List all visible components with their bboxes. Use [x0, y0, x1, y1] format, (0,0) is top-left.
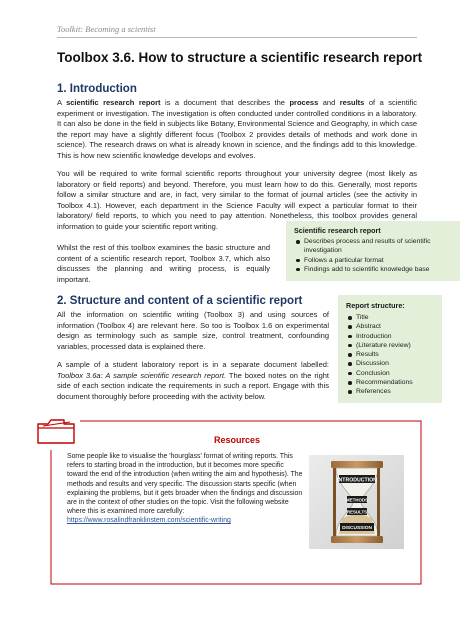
resources-title: Resources	[213, 435, 261, 445]
list-item: Abstract	[346, 322, 434, 331]
list-item: Introduction	[346, 332, 434, 341]
resources-link[interactable]: https://www.rosalindfranklinstem.com/scientific-writing	[67, 517, 231, 525]
list-item: Follows a particular format	[294, 256, 452, 265]
intro-paragraph-3: Whilst the rest of this toolbox examines the basic structure and content of a scientific research report, Toolbox 3.7, which also discusses the planning and writing process, is equally important.	[57, 243, 270, 284]
hourglass-label-introduction: INTRODUCTION	[337, 477, 377, 484]
intro-paragraph-1: A scientific research report is a document that describes the process and results of a scientific experiment or investigation. The investigation is often conducted under controlled conditions in a laboratory. It can also be done in the field in subjects like Botany, Environmental Science and Geography, in which case the report may have a slightly different focus (Toolbox 2 provides details of methods and work done in science). The research draws on what is already known in science, and the findings add to this knowledge. This is how new scientific knowledge develops and evolves.	[57, 98, 417, 160]
list-item: Title	[346, 313, 434, 322]
section-heading-structure: 2. Structure and content of a scientific report	[57, 295, 303, 307]
page-title: Toolbox 3.6. How to structure a scientific research report	[57, 50, 423, 65]
running-header: Toolkit: Becoming a scientist	[57, 24, 156, 34]
list-item: Findings add to scientific knowledge base	[294, 265, 452, 274]
list-item: Describes process and results of scientific investigation	[294, 237, 452, 256]
list-item: References	[346, 387, 434, 396]
list-item: (Literature review)	[346, 341, 434, 350]
hourglass-image	[309, 455, 404, 549]
summary-box-report-structure	[338, 295, 442, 403]
hourglass-label-methods: METHODS	[346, 497, 368, 503]
hourglass-label-results: RESULTS	[346, 509, 368, 515]
list-item: Results	[346, 350, 434, 359]
resources-paragraph: Some people like to visualise the 'hourglass' format of writing reports. This refers to starting broad in the introduction, but it becomes more specific toward the end of the introduction (when writing the aim and hypothesis). The methods and results and very specific. The discussion starts specific (when explaining the problems, but it gets broader when the findings and discussion are in the context of other studies on the topic. Visit the following website where this is examined more carefully: https://www.rosalindfranklinstem.com/scientific-writing	[67, 453, 303, 525]
summary-box-list	[294, 237, 452, 274]
structure-paragraph-2: A sample of a student laboratory report is in a separate document labelled: Toolbox 3.6a: A sample scientific research report. The boxed notes on the right side of each section indicate the requirements in such a report. Engage with this document thoroughly before proceeding with the activity below.	[57, 360, 329, 401]
list-item: Discussion	[346, 359, 434, 368]
list-item: Recommendations	[346, 378, 434, 387]
report-structure-list	[346, 313, 434, 397]
structure-paragraph-1: All the information on scientific writing (Toolbox 3) and using sources of information (Toolbox 4) are relevant here. So too is Toolbox 1.6 on experimental design as terminology such as sample size, control treatment, confounding variables, processed data is explained there.	[57, 310, 329, 351]
section-heading-introduction: 1. Introduction	[57, 83, 137, 95]
summary-box-scientific-report	[286, 221, 460, 281]
list-item: Conclusion	[346, 369, 434, 378]
header-divider	[57, 37, 417, 38]
intro-paragraph-2: You will be required to write formal scientific reports throughout your university degree (most likely as laboratory or field reports) and beyond. Therefore, you must learn how to do this. Generally, most reports follow a similar structure and are, in fact, very similar to the format of journal articles (see the activity in Toolbox 4.1). However, each department in the Science Faculty will expect a particular format to their laboratory/ field reports, to which you need to pay attention. Nonetheless, this toolbox provides general information to guide your scientific report writing.	[57, 169, 417, 231]
hourglass-label-discussion: DISCUSSION	[342, 526, 372, 531]
summary-box-title: Report structure:	[346, 301, 405, 310]
summary-box-title: Scientific research report	[294, 226, 381, 235]
